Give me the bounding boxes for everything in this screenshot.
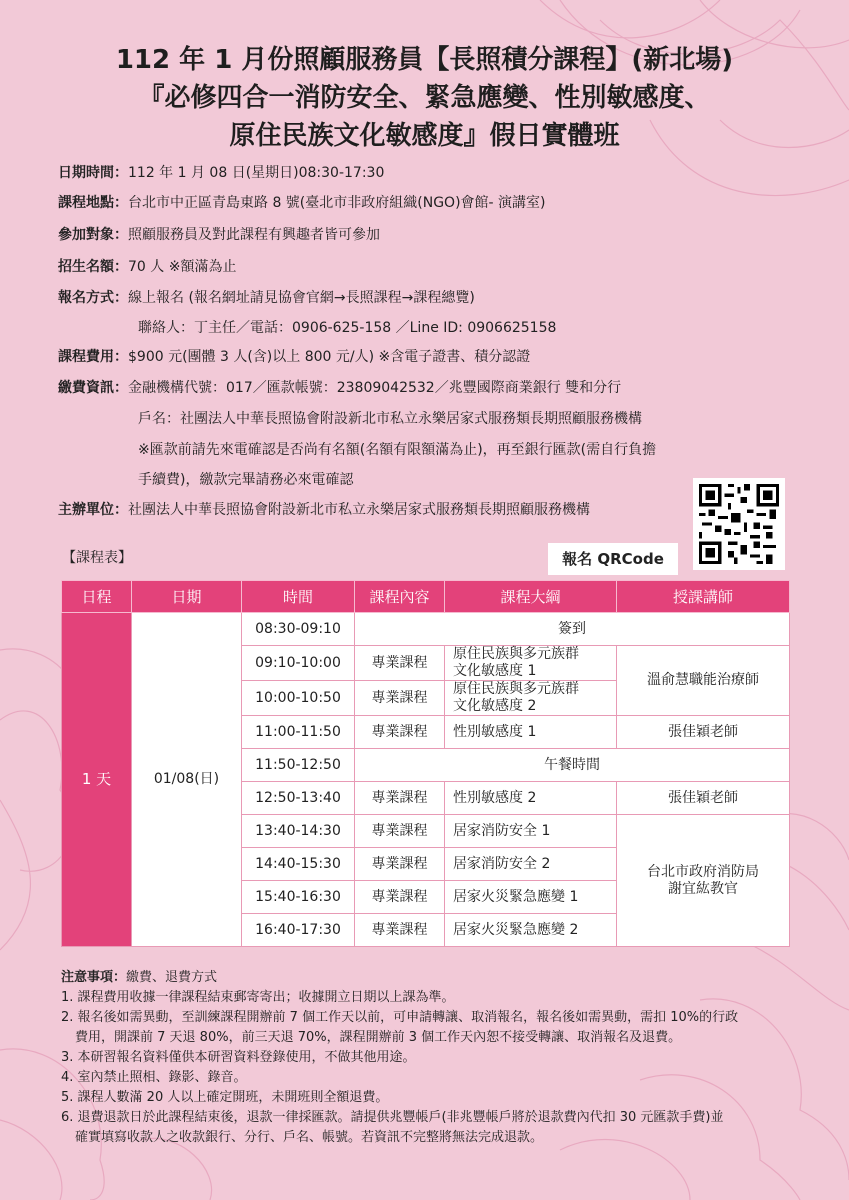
time-cell: 08:30-09:10 bbox=[242, 613, 355, 646]
fee-value: $900 元(團體 3 人(含)以上 800 元/人) ※含電子證書、積分認證 bbox=[128, 349, 531, 365]
schedule-table bbox=[61, 580, 790, 947]
time-cell: 13:40-14:30 bbox=[242, 815, 355, 848]
teacher-cell: 溫俞慧職能治療師 bbox=[617, 646, 790, 716]
qr-code-image bbox=[699, 484, 779, 564]
place-row bbox=[58, 193, 546, 213]
outline-cell bbox=[445, 681, 617, 716]
outline-line-2: 文化敏感度 1 bbox=[453, 663, 537, 679]
quota-row bbox=[58, 257, 236, 277]
target-row bbox=[58, 225, 380, 245]
time-cell: 16:40-17:30 bbox=[242, 914, 355, 947]
qr-code[interactable] bbox=[693, 478, 785, 570]
date-row bbox=[58, 163, 384, 183]
signup-label: 報名方式： bbox=[58, 290, 128, 306]
outline-line-1: 原住民族與多元族群 bbox=[453, 646, 579, 662]
date-label: 日期時間： bbox=[58, 165, 128, 181]
teacher-cell bbox=[617, 815, 790, 947]
payment-row bbox=[58, 378, 621, 398]
qr-code-label: 報名 QRCode bbox=[548, 543, 678, 575]
place-label: 課程地點： bbox=[58, 195, 128, 211]
notes-heading-value: 繳費、退費方式 bbox=[126, 970, 218, 985]
time-cell: 15:40-16:30 bbox=[242, 881, 355, 914]
payment-label: 繳費資訊： bbox=[58, 380, 128, 396]
content-cell: 專業課程 bbox=[355, 848, 445, 881]
note-item-continued: 費用，開課前 7 天退 80%，前三天退 70%，課程開辦前 3 個工作天內恕不接受轉讓、取消報名及退費。 bbox=[75, 1030, 682, 1045]
content-cell: 專業課程 bbox=[355, 716, 445, 749]
payment-value: 金融機構代號：017／匯款帳號：23809042532／兆豐國際商業銀行 雙和分行 bbox=[128, 380, 622, 396]
content-cell: 專業課程 bbox=[355, 914, 445, 947]
header-content: 課程內容 bbox=[355, 581, 445, 613]
content-cell: 專業課程 bbox=[355, 815, 445, 848]
time-cell: 11:00-11:50 bbox=[242, 716, 355, 749]
quota-value: 70 人 ※額滿為止 bbox=[128, 259, 237, 275]
teacher-cell: 張佳穎老師 bbox=[617, 782, 790, 815]
time-cell: 14:40-15:30 bbox=[242, 848, 355, 881]
time-cell: 10:00-10:50 bbox=[242, 681, 355, 716]
title-line-1: 112 年 1 月份照顧服務員【長照積分課程】(新北場) bbox=[115, 45, 734, 75]
header-time: 時間 bbox=[242, 581, 355, 613]
schedule-label: 【課程表】 bbox=[62, 550, 132, 566]
note-item: 4. 室內禁止照相、錄影、錄音。 bbox=[61, 1070, 247, 1085]
title-line-3: 原住民族文化敏感度』假日實體班 bbox=[229, 121, 620, 151]
header-teacher: 授課講師 bbox=[617, 581, 790, 613]
payment-note-1: ※匯款前請先來電確認是否尚有名額(名額有限額滿為止)，再至銀行匯款(需自行負擔 bbox=[138, 442, 657, 458]
note-item: 2. 報名後如需異動，至訓練課程開辦前 7 個工作天以前，可申請轉讓、取消報名，報名後如需異動，需扣 10%的行政 bbox=[61, 1010, 739, 1025]
signup-row bbox=[58, 288, 475, 308]
contact-value: 聯絡人：丁主任／電話：0906-625-158 ／Line ID: 0906625158 bbox=[138, 320, 557, 336]
outline-cell: 居家消防安全 1 bbox=[445, 815, 617, 848]
merged-cell: 簽到 bbox=[355, 613, 790, 646]
teacher-line-2: 謝宜紘教官 bbox=[668, 880, 738, 897]
content-cell: 專業課程 bbox=[355, 646, 445, 681]
header-schedule: 日程 bbox=[62, 581, 132, 613]
fee-row bbox=[58, 347, 530, 367]
outline-line-1: 原住民族與多元族群 bbox=[453, 681, 579, 697]
note-item: 1. 課程費用收據一律課程結束郵寄寄出；收據開立日期以上課為準。 bbox=[61, 990, 455, 1005]
header-date: 日期 bbox=[132, 581, 242, 613]
account-name: 戶名：社團法人中華長照協會附設新北市私立永樂居家式服務類長期照顧服務機構 bbox=[138, 411, 642, 427]
notes-heading bbox=[61, 968, 801, 988]
time-cell: 12:50-13:40 bbox=[242, 782, 355, 815]
notes-section bbox=[61, 968, 801, 1148]
time-cell: 09:10-10:00 bbox=[242, 646, 355, 681]
organizer-row bbox=[58, 500, 590, 520]
signup-value: 線上報名 (報名網址請見協會官網→長照課程→課程總覽) bbox=[128, 290, 475, 306]
outline-cell: 居家消防安全 2 bbox=[445, 848, 617, 881]
title-line-2: 『必修四合一消防安全、緊急應變、性別敏感度、 bbox=[138, 83, 711, 113]
quota-label: 招生名額： bbox=[58, 259, 128, 275]
table-row bbox=[62, 613, 790, 646]
header-outline: 課程大綱 bbox=[445, 581, 617, 613]
note-item: 5. 課程人數滿 20 人以上確定開班，未開班則全額退費。 bbox=[61, 1090, 389, 1105]
target-value: 照顧服務員及對此課程有興趣者皆可參加 bbox=[128, 227, 380, 243]
content-cell: 專業課程 bbox=[355, 782, 445, 815]
note-item: 3. 本研習報名資料僅供本研習資料登錄使用，不做其他用途。 bbox=[61, 1050, 416, 1065]
organizer-value: 社團法人中華長照協會附設新北市私立永樂居家式服務類長期照顧服務機構 bbox=[128, 502, 590, 518]
content-cell: 專業課程 bbox=[355, 681, 445, 716]
organizer-label: 主辦單位： bbox=[58, 502, 128, 518]
merged-cell: 午餐時間 bbox=[355, 749, 790, 782]
teacher-line-1: 台北市政府消防局 bbox=[647, 863, 759, 880]
payment-note-2: 手續費)，繳款完畢請務必來電確認 bbox=[138, 472, 354, 488]
target-label: 參加對象： bbox=[58, 227, 128, 243]
date-cell: 01/08(日) bbox=[132, 613, 242, 947]
outline-cell: 性別敏感度 2 bbox=[445, 782, 617, 815]
outline-cell: 性別敏感度 1 bbox=[445, 716, 617, 749]
note-item-continued: 確實填寫收款人之收款銀行、分行、戶名、帳號。若資訊不完整將無法完成退款。 bbox=[75, 1130, 544, 1145]
note-item: 6. 退費退款日於此課程結束後，退款一律採匯款。請提供兆豐帳戶(非兆豐帳戶將於退款費內代扣 30 元匯款手費)並 bbox=[61, 1110, 724, 1125]
date-value: 112 年 1 月 08 日(星期日)08:30-17:30 bbox=[128, 165, 385, 181]
fee-label: 課程費用： bbox=[58, 349, 128, 365]
notes-heading-label: 注意事項： bbox=[61, 970, 127, 985]
time-cell: 11:50-12:50 bbox=[242, 749, 355, 782]
content-cell: 專業課程 bbox=[355, 881, 445, 914]
teacher-cell: 張佳穎老師 bbox=[617, 716, 790, 749]
table-header-row bbox=[62, 581, 790, 613]
day-cell: 1 天 bbox=[62, 613, 132, 947]
outline-cell: 居家火災緊急應變 1 bbox=[445, 881, 617, 914]
outline-line-2: 文化敏感度 2 bbox=[453, 698, 537, 714]
outline-cell bbox=[445, 646, 617, 681]
outline-cell: 居家火災緊急應變 2 bbox=[445, 914, 617, 947]
place-value: 台北市中正區青島東路 8 號(臺北市非政府組織(NGO)會館- 演講室) bbox=[128, 195, 546, 211]
